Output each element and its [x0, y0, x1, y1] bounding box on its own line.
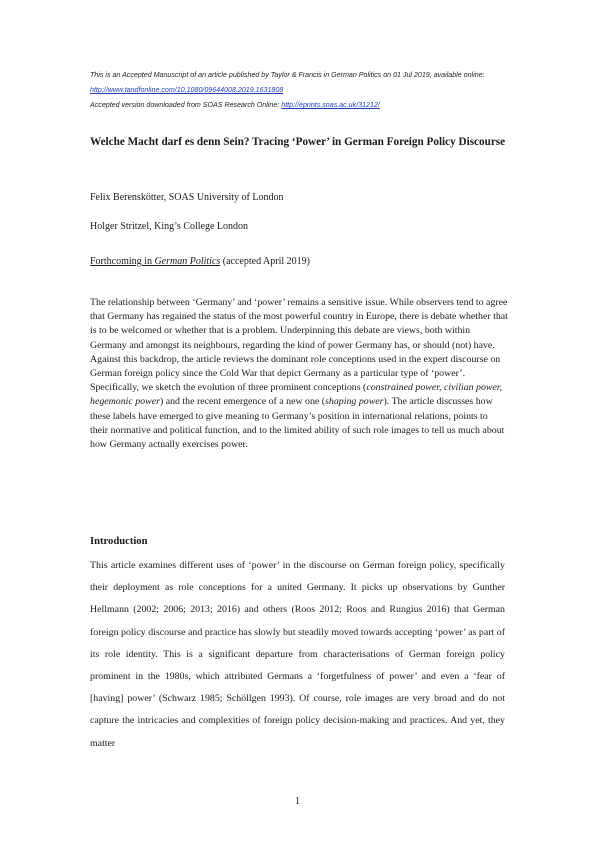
- section-heading: Introduction: [90, 536, 148, 547]
- author-1: Felix Berenskötter, SOAS University of London: [90, 192, 284, 203]
- forthcoming-prefix: Forthcoming in: [90, 256, 155, 267]
- abstract-part-2: ) and the recent emergence of a new one (: [159, 396, 326, 408]
- forthcoming-note: [90, 255, 520, 269]
- publication-notice: [90, 68, 520, 113]
- page-number: 1: [295, 796, 300, 807]
- paper-title: Welche Macht darf es denn Sein? Tracing ‘Power’ in German Foreign Policy Discourse: [90, 136, 506, 148]
- abstract-term-1: constrained power, civilian power, hegemonic power: [90, 382, 503, 408]
- abstract: [90, 296, 508, 452]
- abstract-part-3: ). The article discusses how these labels have emerged to give meaning to Germany’s position in international relations, points to their normative and political function, and to the limited ability of such role images to tell us much about how Germany actually exercises power.: [90, 396, 505, 451]
- abstract-term-2: shaping power: [325, 396, 384, 408]
- abstract-part-1: The relationship between ‘Germany’ and ‘power’ remains a sensitive issue. While observers tend to agree that Germany has regained the status of the most powerful country in Europe, there is debate whether that is to be welcomed or whether that is a problem. Underpinning this debate are views, both within Germany and amongst its neighbours, regarding the kind of power Germany has, or should (not) have. Against this backdrop, the article reviews the dominant role conceptions used in the expert discourse on German foreign policy since the Cold War that depict Germany as a particular type of ‘power’. Specifically, we sketch the evolution of three prominent conceptions (: [90, 297, 508, 394]
- article-doi-link[interactable]: http://www.tandfonline.com/10.1080/09644008.2019.1631808: [90, 86, 284, 94]
- journal-name: German Politics: [154, 256, 221, 267]
- notice-text-2: Accepted version downloaded from SOAS Research Online:: [90, 101, 282, 109]
- repository-link[interactable]: http://eprints.soas.ac.uk/31212/: [281, 101, 380, 109]
- forthcoming-suffix: (accepted April 2019): [220, 256, 310, 267]
- notice-text-1: This is an Accepted Manuscript of an article published by Taylor & Francis in German Politics on 01 Jul 2019, available online:: [90, 71, 485, 79]
- intro-paragraph: This article examines different uses of ‘power’ in the discourse on German foreign policy, specifically their deployment as role conceptions for a united Germany. It picks up observations by Gunther Hellmann (2002; 2006; 2013; 2016) and others (Roos 2012; Roos and Rungius 2016) that German foreign policy discourse and practice has slowly but steadily moved towards accepting ‘power’ as part of its role identity. This is a significant departure from characterisations of German foreign policy prominent in the 1980s, which attributed Germans a ‘forgetfulness of power’ and even a ‘fear of [having] power’ (Schwarz 1985; Schöllgen 1993). Of course, role images are very broad and do not capture the intricacies and complexities of foreign policy decision-making and practices. And yet, they matter: [90, 560, 505, 749]
- author-2: Holger Stritzel, King’s College London: [90, 221, 249, 232]
